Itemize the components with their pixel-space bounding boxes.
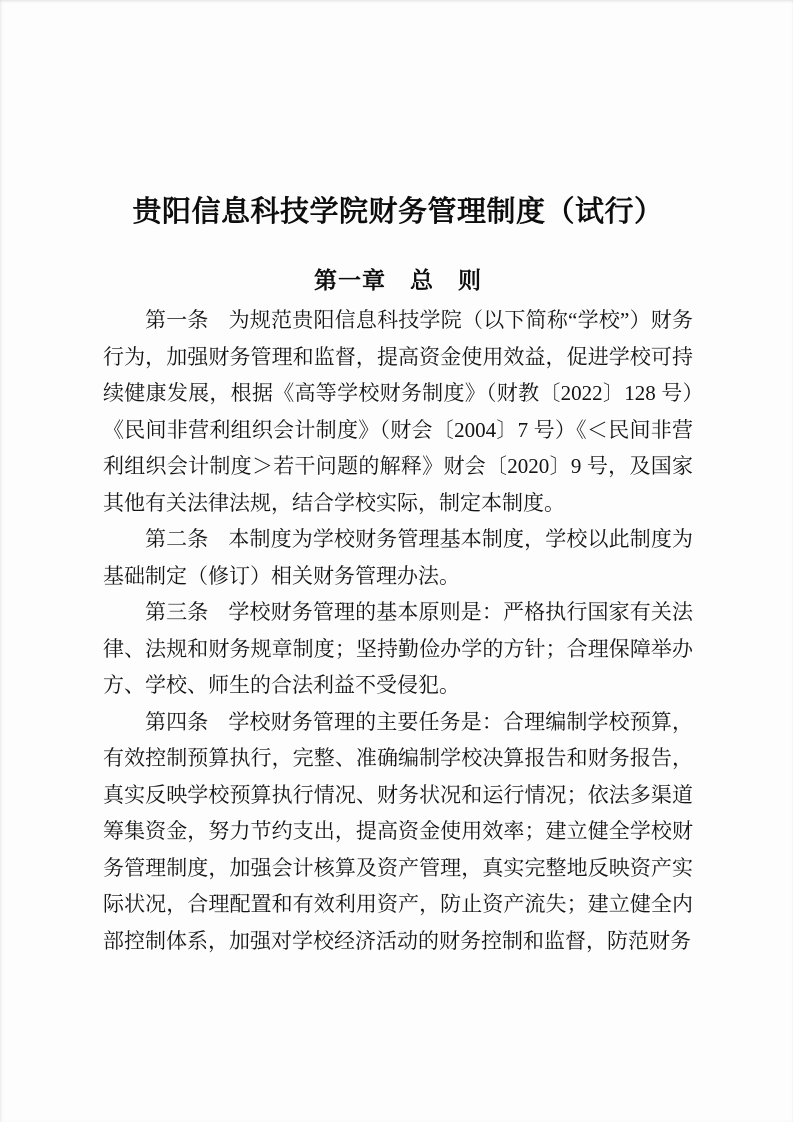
article-4-paragraph (103, 704, 693, 960)
article-2-text: 本制度为学校财务管理基本制度，学校以此制度为基础制定（修订）相关财务管理办法。 (103, 527, 694, 588)
article-4-text: 学校财务管理的主要任务是：合理编制学校预算，有效控制预算执行，完整、准确编制学校决算报告和财务报告，真实反映学校预算执行情况、财务状况和运行情况；依法多渠道筹集资金，努力节约支出，提高资金使用效率；建立健全学校财务管理制度，加强会计核算及资产管理，真实完整地反映资产实际状况，合理配置和有效利用资产，防止资产流失；建立健全内部控制体系，加强对学校经济活动的财务控制和监督，防范财务 (103, 709, 694, 953)
document-body (103, 302, 693, 959)
article-1-paragraph (103, 302, 693, 521)
article-1-text: 为规范贵阳信息科技学院（以下简称“学校”）财务行为，加强财务管理和监督，提高资金使用效益，促进学校可持续健康发展，根据《高等学校财务制度》（财教〔2022〕128 号）《民间非营利组织会计制度》（财会〔2004〕7 号）《＜民间非营利组织会计制度＞若干问题的解释》财会〔2020〕9 号，及国家其他有关法律法规，结合学校实际，制定本制度。 (103, 308, 694, 515)
article-2-paragraph (103, 521, 693, 594)
article-1-label: 第一条 (145, 308, 209, 332)
chapter-heading: 第一章 总 则 (314, 267, 482, 293)
article-4-label: 第四条 (145, 709, 209, 734)
article-3-paragraph (103, 594, 693, 704)
article-3-text: 学校财务管理的基本原则是：严格执行国家有关法律、法规和财务规章制度；坚持勤俭办学的方针；合理保障举办方、学校、师生的合法利益不受侵犯。 (103, 600, 694, 697)
document-content (103, 192, 693, 959)
document-title: 贵阳信息科技学院财务管理制度（试行） (132, 196, 664, 228)
article-3-label: 第三条 (145, 600, 209, 624)
article-2-label: 第二条 (145, 527, 209, 551)
